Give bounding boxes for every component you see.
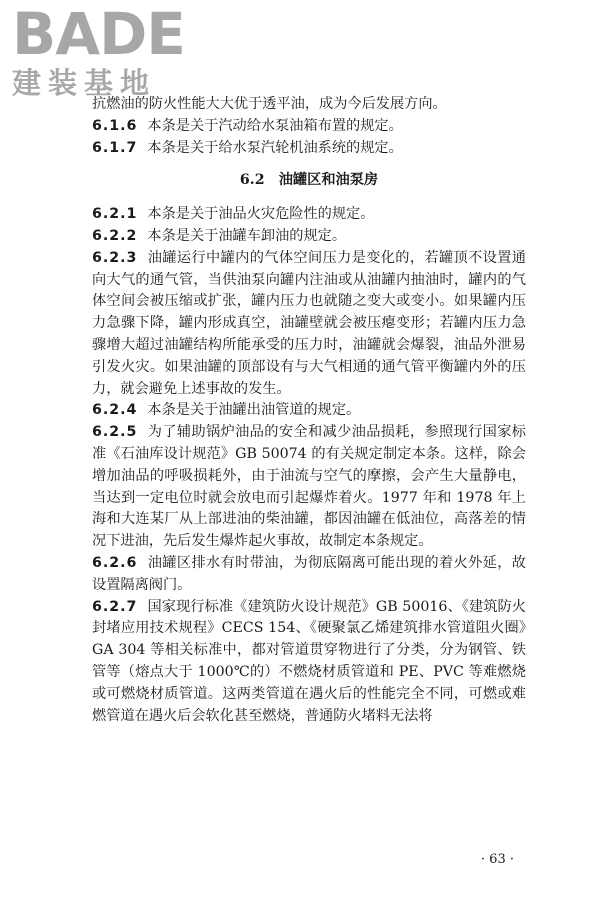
clause bbox=[92, 116, 526, 138]
clause-number: 6.2.4 bbox=[92, 402, 138, 419]
page-number: · 63 · bbox=[480, 852, 514, 867]
logo bbox=[12, 0, 185, 100]
clause bbox=[92, 226, 526, 248]
clause bbox=[92, 553, 526, 597]
clause-text: 本条是关于油罐出油管道的规定。 bbox=[147, 402, 361, 419]
document-body bbox=[92, 94, 526, 727]
paragraph bbox=[92, 94, 526, 116]
clause-number: 6.2.6 bbox=[92, 554, 138, 571]
paragraph-text: 抗燃油的防火性能大大优于透平油，成为今后发展方向。 bbox=[92, 96, 447, 112]
clause-text: 油罐运行中罐内的气体空间压力是变化的，若罐顶不设置通向大气的通气管，当供油泵向罐内注油或从油罐内抽油时，罐内的气体空间会被压缩或扩张，罐内压力也就随之变大或变小。如果罐内压力急骤下降，罐内形成真空，油罐壁就会被压瘪变形；若罐内压力急骤增大超过油罐结构所能承受的压力时，油罐就会爆裂，油品外泄易引发火灾。如果油罐的顶部设有与大气相通的通气管平衡罐内外的压力，就会避免上述事故的发生。 bbox=[92, 249, 526, 397]
clause bbox=[92, 138, 526, 160]
clause-number: 6.2.2 bbox=[92, 227, 138, 244]
clause bbox=[92, 597, 526, 728]
clause-number: 6.2.1 bbox=[92, 206, 138, 223]
section-heading: 6.2 油罐区和油泵房 bbox=[239, 172, 379, 189]
clause bbox=[92, 248, 526, 401]
clause bbox=[92, 400, 526, 422]
clause-number: 6.2.5 bbox=[92, 424, 138, 441]
clause-number: 6.2.7 bbox=[92, 598, 138, 615]
clause-number: 6.1.7 bbox=[92, 139, 138, 156]
clause-text: 本条是关于给水泵汽轮机油系统的规定。 bbox=[147, 139, 403, 156]
clause-text: 本条是关于汽动给水泵油箱布置的规定。 bbox=[147, 117, 403, 134]
clause-text: 本条是关于油罐车卸油的规定。 bbox=[147, 227, 347, 244]
clause bbox=[92, 422, 526, 553]
clause bbox=[92, 204, 526, 226]
clause-text: 油罐区排水有时带油，为彻底隔离可能出现的着火外延，故设置隔离阀门。 bbox=[92, 554, 526, 593]
clause-text: 为了辅助锅炉油品的安全和减少油品损耗，参照现行国家标准《石油库设计规范》GB 50074 的有关规定制定本条。这样，除会增加油品的呼吸损耗外，由于油流与空气的摩擦，会产生大量静电，当达到一定电位时就会放电而引起爆炸着火。1977 年和 1978 年上海和大连某厂从上部进油的柴油罐，都因油罐在低油位，高落差的情况下进油，先后发生爆炸起火事故，故制定本条规定。 bbox=[92, 424, 526, 550]
clause-text: 国家现行标准《建筑防火设计规范》GB 50016、《建筑防火封堵应用技术规程》CECS 154、《硬聚氯乙烯建筑排水管道阻火圈》GA 304 等相关标准中，都对管道贯穿物进行了分类，分为钢管、铁管等（熔点大于 1000℃的）不燃烧材质管道和 PE、PVC 等难燃烧或可燃烧材质管道。这两类管道在遇火后的性能完全不同，可燃或难燃管道在遇火后会软化甚至燃烧，普通防火堵料无法将 bbox=[92, 598, 526, 724]
clause-number: 6.1.6 bbox=[92, 117, 138, 134]
clause-number: 6.2.3 bbox=[92, 249, 138, 266]
clause-text: 本条是关于油品火灾危险性的规定。 bbox=[147, 206, 375, 223]
logo-subtitle: 建装基地 bbox=[12, 66, 157, 100]
logo-brand: BADE bbox=[12, 0, 185, 68]
